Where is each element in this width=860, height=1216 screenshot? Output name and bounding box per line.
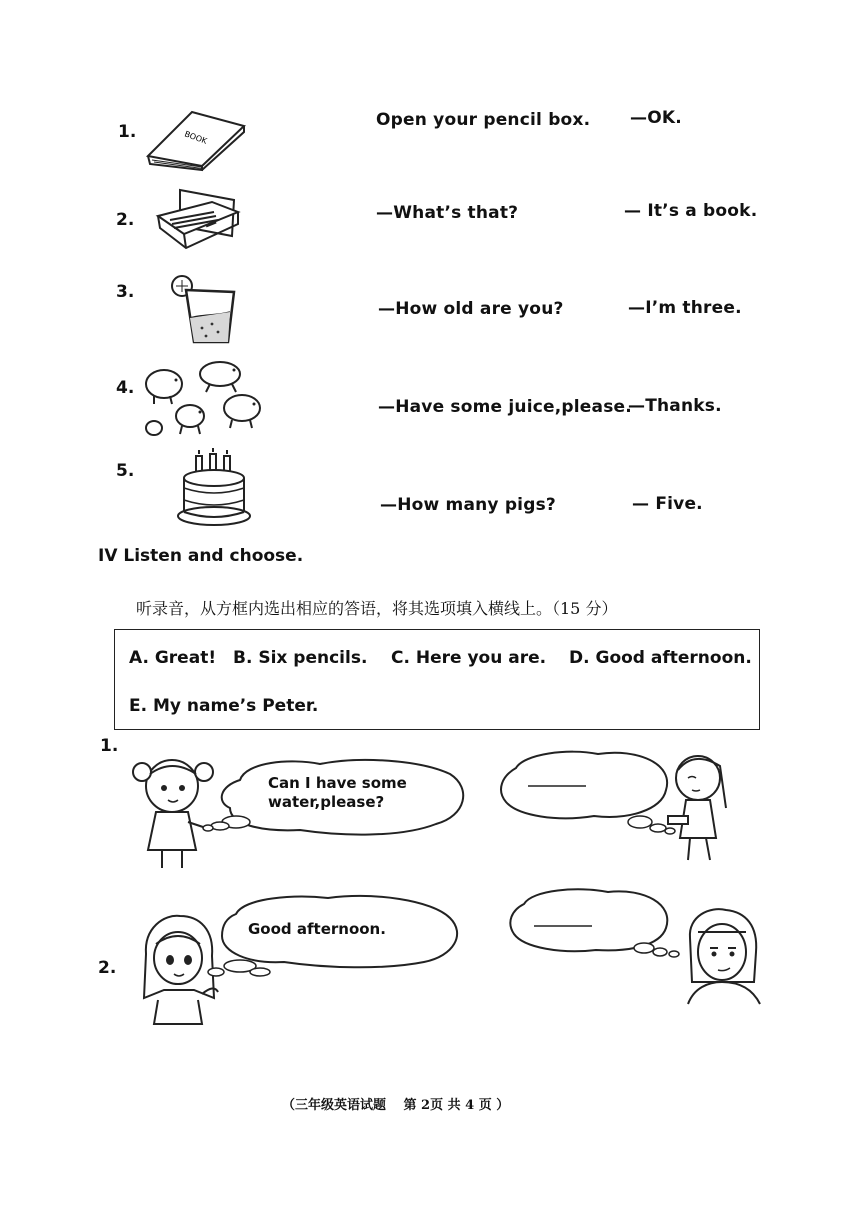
book-cover-label: BOOK [183, 129, 209, 146]
answer-bubble-2 [508, 888, 688, 968]
dialogue-3-answer: —I’m three. [628, 298, 742, 318]
pencil-box-icon [154, 186, 240, 252]
answer-bubble-1 [498, 750, 678, 834]
item-number-1: 1. [118, 122, 137, 142]
section-title: IV Listen and choose. [98, 546, 304, 566]
dialogue-5-question: —How many pigs? [380, 495, 556, 515]
option-e: E. My name’s Peter. [129, 696, 319, 716]
option-b: B. Six pencils. [233, 648, 368, 668]
page-footer: （三年级英语试题 第 2页 共 4 页 ） [282, 1098, 510, 1113]
speech-bubble-2 [204, 892, 464, 986]
dialogue-5-answer: — Five. [632, 494, 703, 514]
woman-with-bob-hair-illustration [680, 908, 766, 1008]
dialogue-3-question: —How old are you? [378, 299, 564, 319]
woman-with-ponytail-illustration [664, 742, 744, 866]
dialogue-2-answer: — It’s a book. [624, 201, 758, 221]
listen-item-number-1: 1. [100, 736, 119, 756]
book-icon [144, 104, 248, 170]
speech-1-line-2: water,please? [268, 793, 385, 811]
dialogue-1-answer: —OK. [630, 108, 682, 128]
listen-item-number-2: 2. [98, 958, 117, 978]
section-instruction: 听录音，从方框内选出相应的答语，将其选项填入横线上。（15 分） [136, 599, 618, 618]
juice-glass-icon [168, 272, 240, 348]
dialogue-4-answer: —Thanks. [628, 396, 722, 416]
option-c: C. Here you are. [391, 648, 547, 668]
speech-1-line-1: Can I have some [268, 774, 407, 792]
option-a: A. Great! [129, 648, 217, 668]
options-box [114, 629, 760, 730]
item-number-5: 5. [116, 461, 135, 481]
item-number-4: 4. [116, 378, 135, 398]
option-d: D. Good afternoon. [569, 648, 752, 668]
item-number-2: 2. [116, 210, 135, 230]
item-number-3: 3. [116, 282, 135, 302]
dialogue-4-question: —Have some juice,please. [378, 397, 632, 417]
dialogue-1-question: Open your pencil box. [376, 110, 591, 130]
dialogue-2-question: —What’s that? [376, 203, 519, 223]
pigs-icon [140, 354, 268, 444]
speech-2: Good afternoon. [248, 920, 386, 938]
birthday-cake-icon [174, 448, 254, 528]
